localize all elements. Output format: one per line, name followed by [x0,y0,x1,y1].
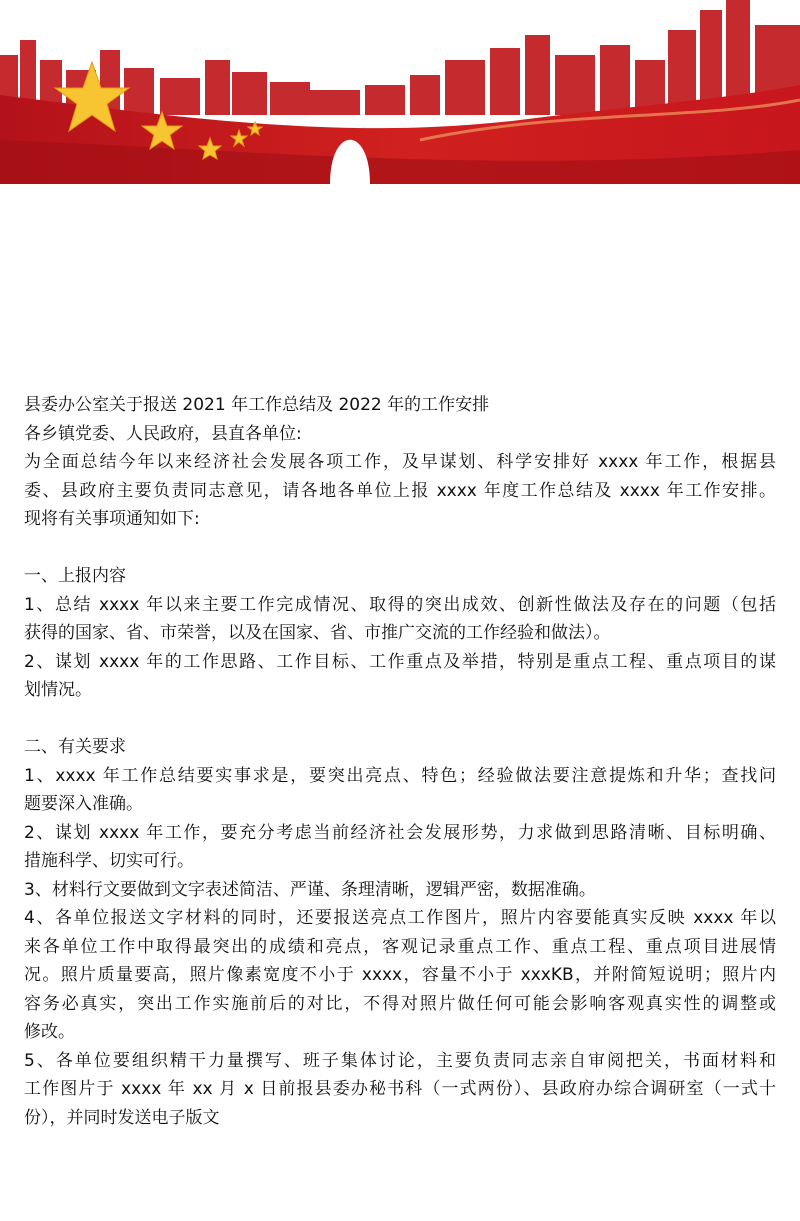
text-line: 修改。 [24,1022,75,1042]
text-line: 3、材料行文要做到文字表述简洁、严谨、条理清晰，逻辑严密，数据准确。 [24,879,596,900]
text-line: 工作图片于 xxxx 年 xx 月 x 日前报县委办秘书科（一式两份）、县政府办综合调研室（一式十 [24,1079,776,1099]
text-line: 4、各单位报送文字材料的同时，还要报送亮点工作图片，照片内容要能真实反映 xxxx 年以 [24,908,776,928]
text-line: 况。照片质量要高，照片像素宽度不小于 xxxx，容量不小于 xxxKB，并附简短说明；照片内 [24,965,776,985]
text-line: 委、县政府主要负责同志意见，请各地各单位上报 xxxx 年度工作总结及 xxxx 年工作安排。 [24,480,776,501]
header-banner [0,0,800,184]
list-item [24,819,776,876]
section-heading: 一、上报内容 [24,566,126,586]
text-line: 容务必真实，突出工作实施前后的对比，不得对照片做任何可能会影响客观真实性的调整或 [24,993,776,1014]
salutation: 各乡镇党委、人民政府，县直各单位: [24,423,302,444]
list-item [24,1047,776,1133]
text-line: 为全面总结今年以来经济社会发展各项工作，及早谋划、科学安排好 xxxx 年工作，根据县 [24,452,776,472]
text-line: 份），并同时发送电子版文 [24,1107,220,1128]
text-line: 题要深入准确。 [24,794,143,814]
section-heading: 二、有关要求 [24,737,126,757]
text-line: 现将有关事项通知如下: [24,509,200,529]
text-line: 1、总结 xxxx 年以来主要工作完成情况、取得的突出成效、创新性做法及存在的问题（包括 [24,594,776,615]
list-item [24,648,776,705]
text-line: 来各单位工作中取得最突出的成绩和亮点，客观记录重点工作、重点工程、重点项目进展情 [24,936,776,957]
list-item [24,904,776,1047]
text-line: 2、谋划 xxxx 年工作，要充分考虑当前经济社会发展形势，力求做到思路清晰、目标明确、 [24,822,776,843]
city-skyline [0,0,800,115]
list-item [24,876,776,905]
text-line: 5、各单位要组织精干力量撰写、班子集体讨论，主要负责同志亲自审阅把关，书面材料和 [24,1050,776,1071]
text-line: 2、谋划 xxxx 年的工作思路、工作目标、工作重点及举措，特别是重点工程、重点项目的谋 [24,651,776,672]
text-line: 1、xxxx 年工作总结要实事求是，要突出亮点、特色；经验做法要注意提炼和升华；查找问 [24,765,776,786]
intro-paragraph [24,448,776,534]
document-body [24,391,776,1132]
text-line: 获得的国家、省、市荣誉，以及在国家、省、市推广交流的工作经验和做法）。 [24,623,611,643]
document-title: 县委办公室关于报送 2021 年工作总结及 2022 年的工作安排 [24,395,490,415]
text-line: 划情况。 [24,680,92,700]
text-line: 措施科学、切实可行。 [24,851,194,871]
list-item [24,762,776,819]
list-item [24,591,776,648]
